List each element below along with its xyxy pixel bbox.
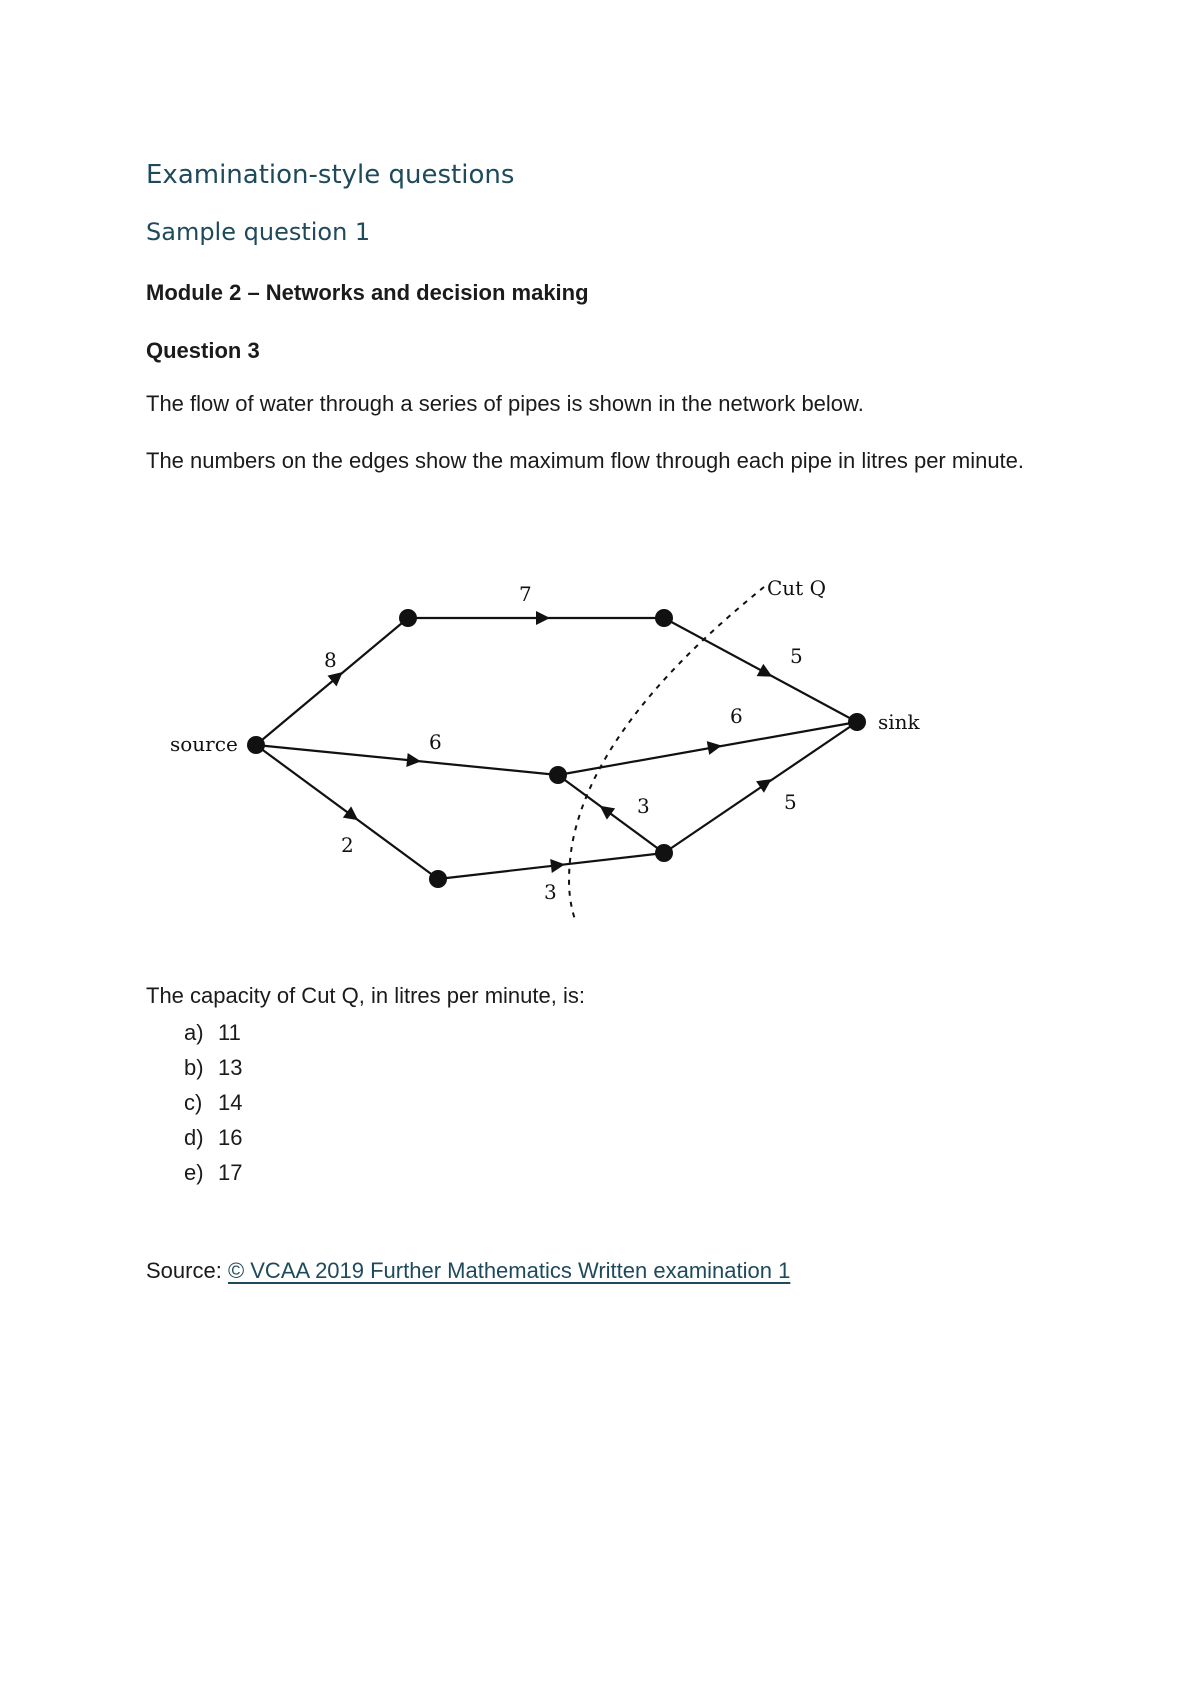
source-prefix: Source: xyxy=(146,1258,228,1283)
weight-source-bottom-left: 2 xyxy=(341,833,354,857)
option-value: 14 xyxy=(218,1090,243,1115)
option-value: 13 xyxy=(218,1055,243,1080)
weight-middle-sink: 6 xyxy=(730,704,743,728)
arrow-bottom xyxy=(550,857,566,873)
option-b xyxy=(184,1050,242,1085)
edge-middle-sink xyxy=(558,722,857,775)
answer-prompt: The capacity of Cut Q, in litres per minute, is: xyxy=(146,983,585,1008)
option-letter: c) xyxy=(184,1090,203,1115)
edge-source-top-left xyxy=(256,618,408,745)
option-d xyxy=(184,1120,242,1155)
arrow-bottom-right-sink xyxy=(756,773,775,792)
vertex-sink xyxy=(848,713,866,731)
option-value: 16 xyxy=(218,1125,243,1150)
option-c xyxy=(184,1085,242,1120)
cut-label: Cut Q xyxy=(767,576,826,600)
question-paragraph-1: The flow of water through a series of pipes is shown in the network below. xyxy=(146,391,864,416)
question-paragraph-2: The numbers on the edges show the maximum flow through each pipe in litres per minute. xyxy=(146,448,1025,473)
vertex-bottom-left xyxy=(429,870,447,888)
option-letter: d) xyxy=(184,1125,204,1150)
arrow-top-right-sink xyxy=(757,664,776,683)
page-title: Examination-style questions xyxy=(146,160,515,190)
question-number: Question 3 xyxy=(146,338,260,363)
vertex-bottom-right xyxy=(655,844,673,862)
weight-bottom-right-sink: 5 xyxy=(784,790,797,814)
option-letter: b) xyxy=(184,1055,204,1080)
section-title: Sample question 1 xyxy=(146,218,371,246)
option-letter: a) xyxy=(184,1020,204,1045)
option-a xyxy=(184,1015,242,1050)
weight-top-right-sink: 5 xyxy=(790,644,803,668)
vertex-top-right xyxy=(655,609,673,627)
module-title: Module 2 – Networks and decision making xyxy=(146,280,589,305)
option-value: 11 xyxy=(218,1020,241,1045)
sink-label: sink xyxy=(878,710,920,734)
option-letter: e) xyxy=(184,1160,204,1185)
option-value: 17 xyxy=(218,1160,243,1185)
weight-source-middle: 6 xyxy=(429,730,442,754)
source-link[interactable]: © VCAA 2019 Further Mathematics Written examination 1 xyxy=(227,1258,791,1283)
weight-top: 7 xyxy=(519,582,532,606)
arrow-top xyxy=(536,611,550,625)
flow-network-diagram xyxy=(160,545,980,945)
option-e xyxy=(184,1155,242,1190)
weight-bottom: 3 xyxy=(544,880,557,904)
vertex-middle xyxy=(549,766,567,784)
answer-options xyxy=(184,1015,242,1190)
weight-source-top-left: 8 xyxy=(324,648,337,672)
source-label: source xyxy=(170,732,238,756)
source-citation xyxy=(146,1258,790,1284)
arrow-source-middle xyxy=(406,753,421,768)
arrow-source-bottom-left xyxy=(343,806,363,826)
vertex-source xyxy=(247,736,265,754)
arrow-bottom-right-middle xyxy=(596,800,616,820)
vertex-top-left xyxy=(399,609,417,627)
weight-bottom-right-middle: 3 xyxy=(637,794,650,818)
